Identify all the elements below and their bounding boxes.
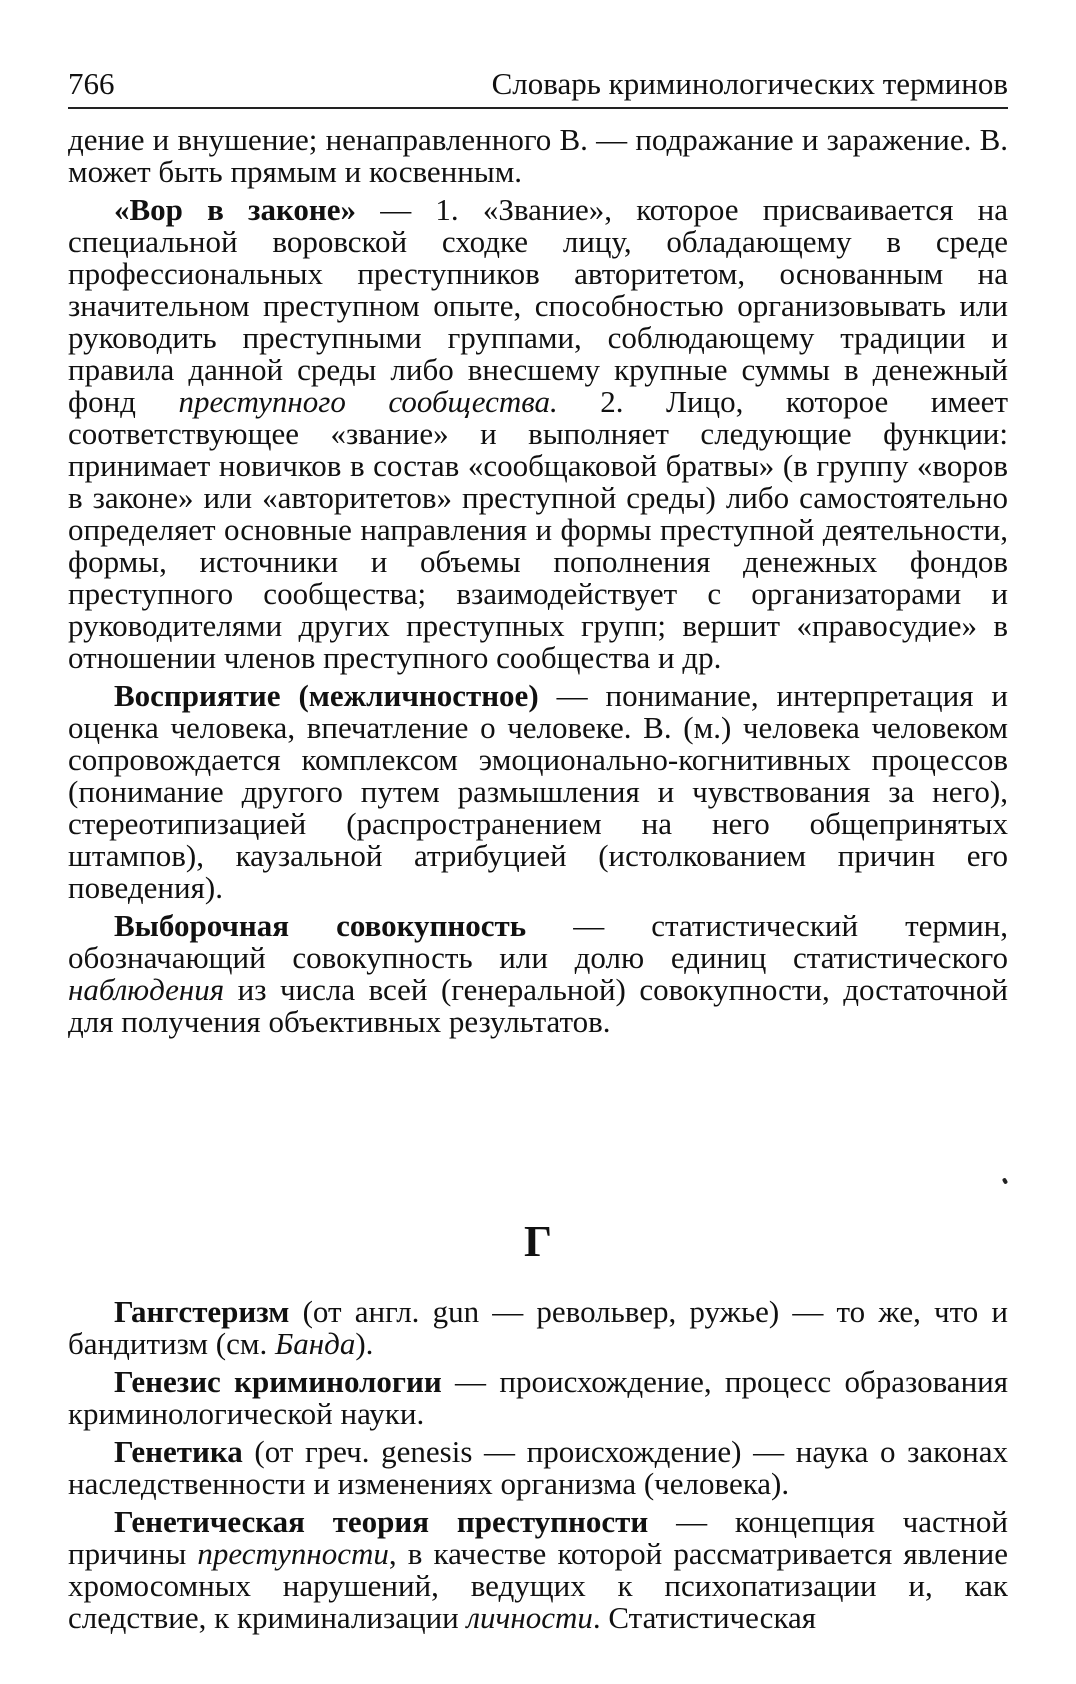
entry-text: ). — [355, 1326, 374, 1361]
dictionary-entries-bottom — [68, 1296, 1008, 1640]
entry-text: — понимание, интерпретация и оценка человека, впечатление о человеке. В. (м.) человека человеком сопровождается комплексом эмоционально-когнитивных процессов (понимание другого путем размышления и чувствования за него), стереотипизацией (распространением на него общепринятых штампов), каузальной атрибуцией (истолкованием причин его поведения). — [68, 678, 1009, 905]
entry-term: Выборочная совокупность — [114, 908, 527, 943]
entry-text: из числа всей (генеральной) совокупности, достаточной для получения объективных результатов. — [68, 972, 1008, 1039]
entry-term: Генетическая теория преступности — [114, 1504, 649, 1539]
entry-genezis-kriminologii — [68, 1366, 1008, 1430]
entry-term: Восприятие (межличностное) — [114, 678, 539, 713]
entry-text: (от англ. gun — револьвер, ружье) — то же, что и бандитизм (см. — [68, 1294, 1008, 1361]
header-rule — [68, 107, 1008, 109]
entry-crossref: преступного сообщества. — [178, 384, 558, 419]
section-letter: Г — [524, 1217, 552, 1266]
entry-crossref: личности — [466, 1600, 593, 1635]
entry-text: , в качестве которой рассматривается явление хромосомных нарушений, ведущих к психопатизации и, как следствие, к криминализации — [68, 1536, 1008, 1635]
entry-term: «Вор в законе» — [114, 192, 357, 227]
entry-term: Генезис криминологии — [114, 1364, 442, 1399]
entry-term: Генетика — [114, 1434, 243, 1469]
entry-crossref: Банда — [275, 1326, 356, 1361]
entry-text: — статистический термин, обозначающий совокупность или долю единиц статистического — [68, 908, 1008, 975]
continuation-text: дение и внушение; ненаправленного В. — подражание и заражение. В. может быть прямым и косвенным. — [68, 122, 1008, 189]
entry-vospriyatie — [68, 680, 1008, 904]
page-number: 766 — [68, 66, 115, 101]
entry-genetika — [68, 1436, 1008, 1500]
entry-crossref: преступности — [197, 1536, 389, 1571]
scan-speck — [1002, 1177, 1008, 1184]
entry-term: Гангстеризм — [114, 1294, 290, 1329]
entry-text: (от греч. genesis — происхождение) — наука о законах наследственности и изменениях организма (человека). — [68, 1434, 1008, 1501]
entry-vor-v-zakone — [68, 194, 1008, 674]
entry-text: — 1. «Звание», которое присваивается на специальной воровской сходке лицу, обладающему в среде профессиональных преступников авторитетом, основанным на значительном преступном опыте, способностью организовывать или руководить преступными группами, соблюдающему традиции и правила данной среды либо внесшему крупные суммы в денежный фонд — [68, 192, 1008, 419]
entry-text: — концепция частной причины — [68, 1504, 1009, 1571]
running-title: Словарь криминологических терминов — [491, 66, 1008, 101]
entry-text: — происхождение, процесс образования криминологической науки. — [68, 1364, 1009, 1431]
entry-crossref: наблюдения — [68, 972, 225, 1007]
entry-text: 2. Лицо, которое имеет соответствующее «звание» и выполняет следующие функции: принимает новичков в состав «сообщаковой братвы» (в группу «воров в законе» или «авторитетов» преступной среды) либо самостоятельно определяет основные направления и формы преступной деятельности, формы, источники и объемы пополнения денежных фондов преступного сообщества; взаимодействует с организаторами и руководителями других преступных групп; вершит «правосудие» в отношении членов преступного сообщества и др. — [68, 384, 1008, 675]
entry-geneticheskaya-teoriya — [68, 1506, 1008, 1634]
entry-text: . Статистическая — [592, 1600, 817, 1635]
page-header — [68, 62, 1008, 102]
entry-vyborochnaya-sovokupnost — [68, 910, 1008, 1038]
entry-gangsterizm — [68, 1296, 1008, 1360]
entry-continuation — [68, 124, 1008, 188]
dictionary-entries-top — [68, 124, 1008, 1044]
